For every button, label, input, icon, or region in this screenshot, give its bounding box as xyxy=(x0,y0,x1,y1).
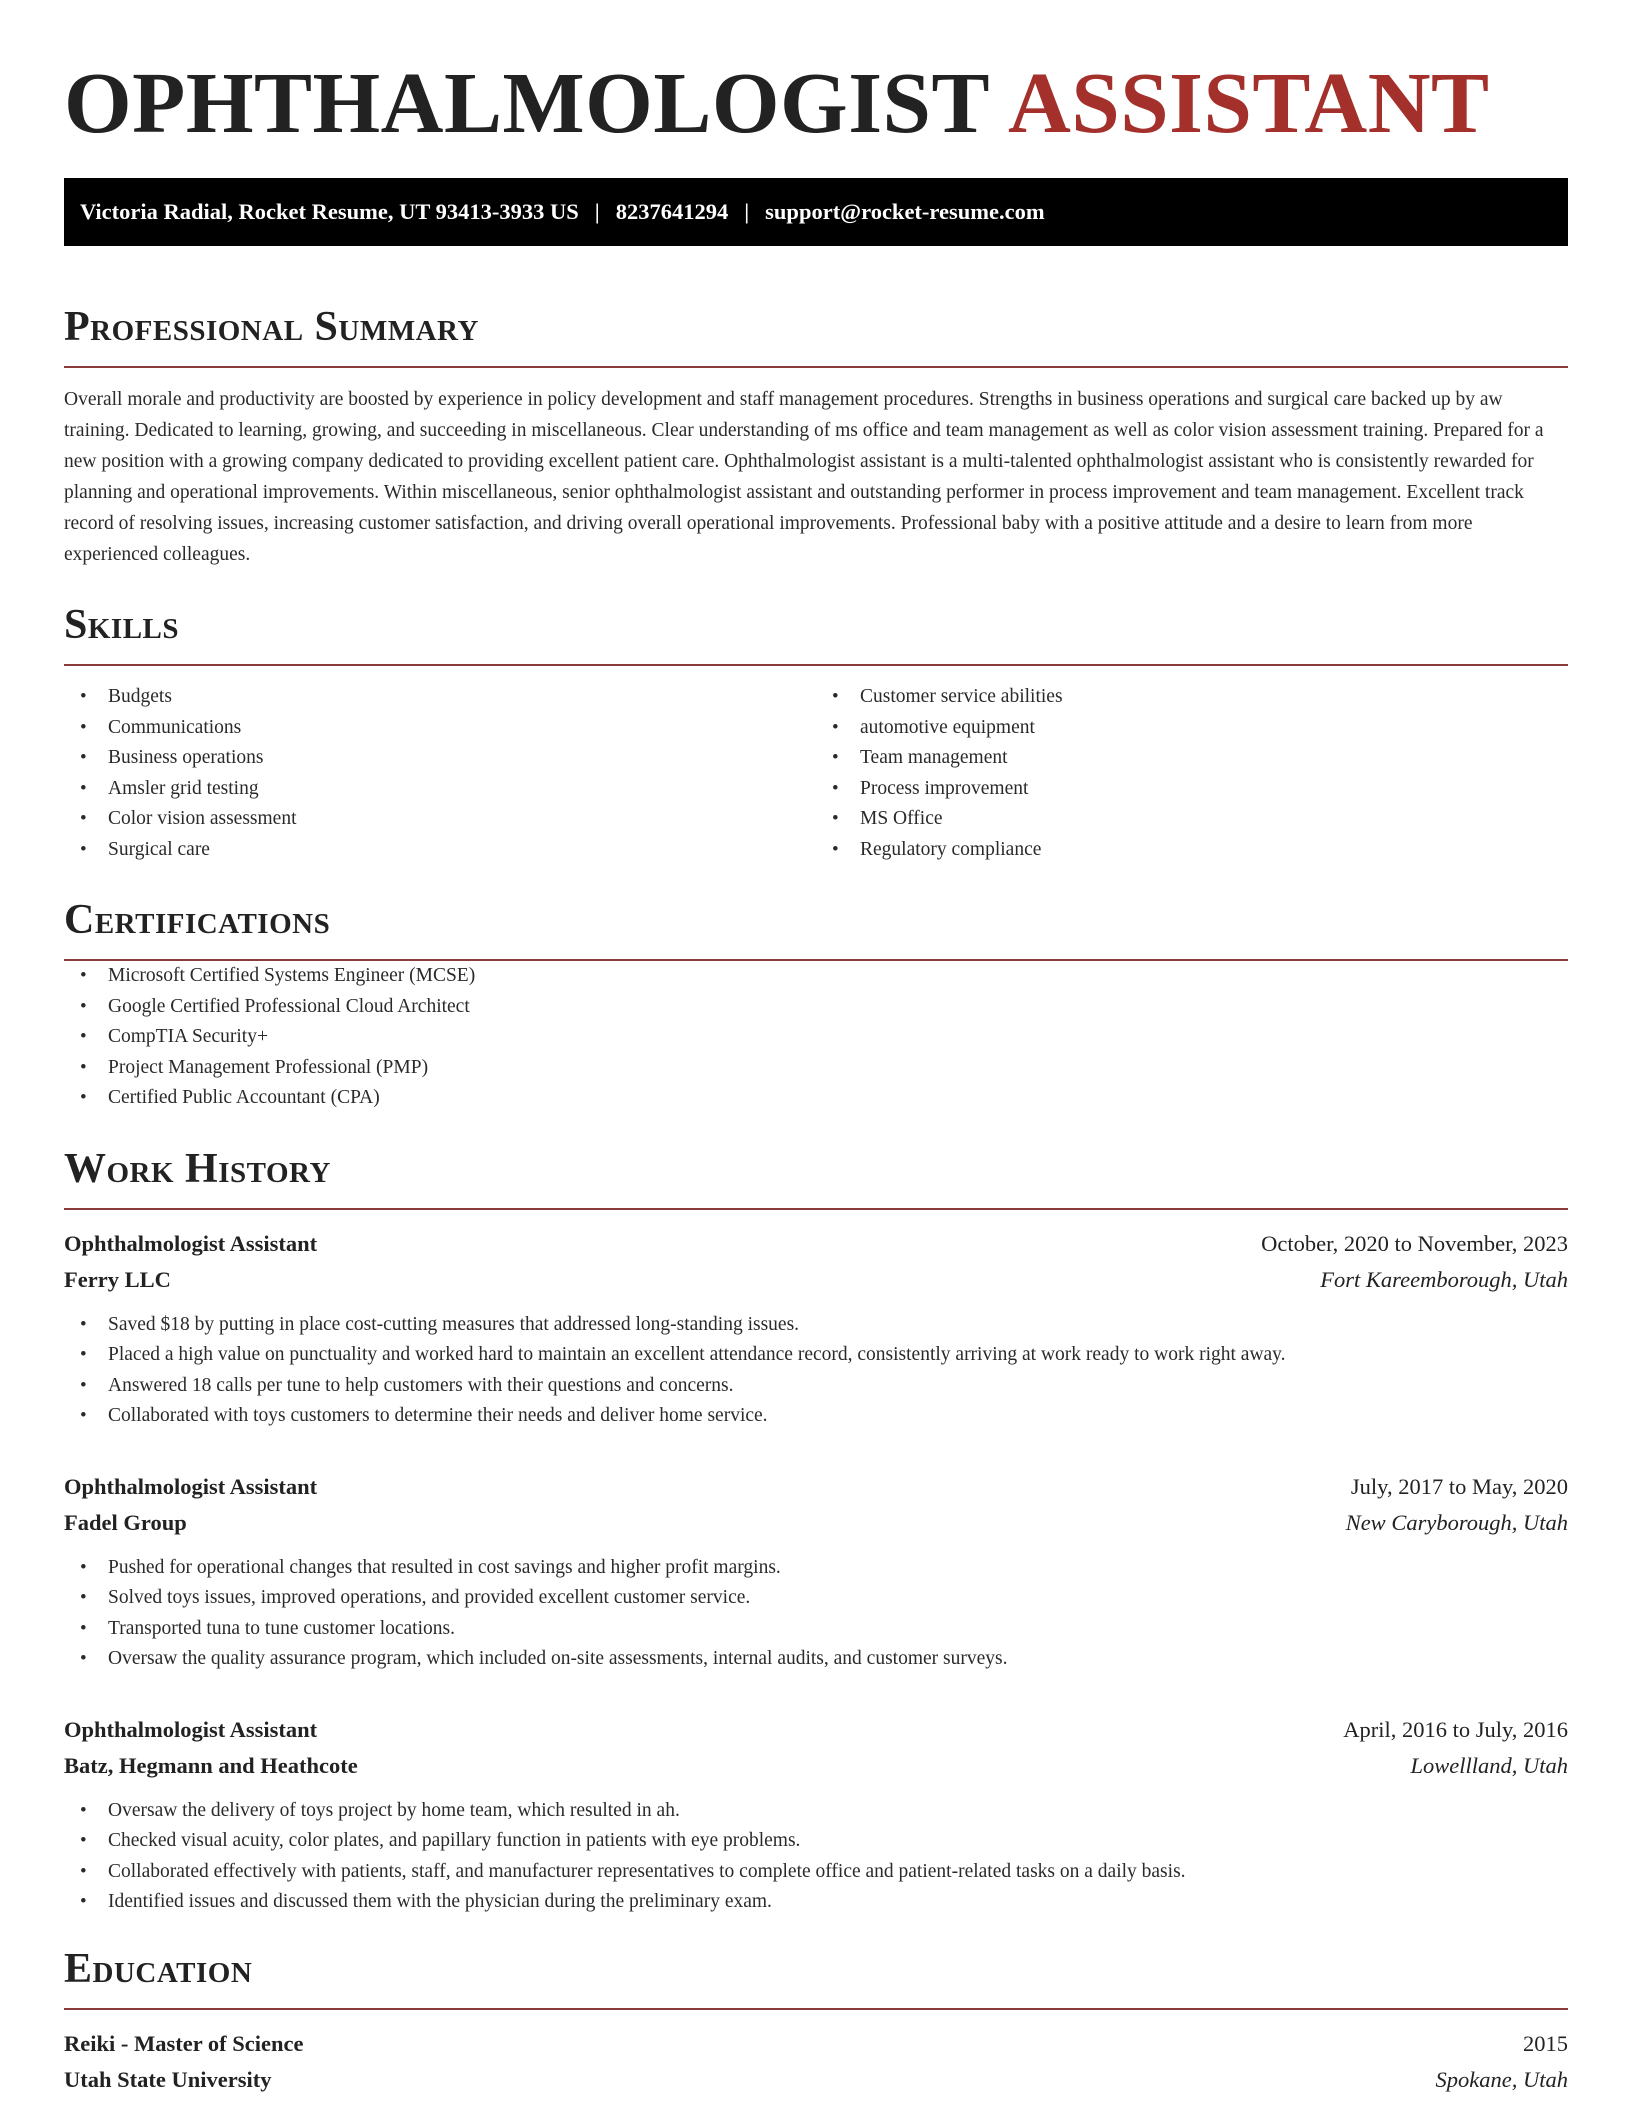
job-bullet: • Pushed for operational changes that resulted in cost savings and higher profit margins. xyxy=(64,1553,1568,1584)
job-location: Lowellland, Utah xyxy=(1410,1752,1568,1778)
skill-item: • Amsler grid testing xyxy=(64,774,816,805)
contact-phone: 8237641294 xyxy=(615,199,729,224)
skill-item: • Customer service abilities xyxy=(816,682,1568,713)
certification-item: • Microsoft Certified Systems Engineer (MCSE) xyxy=(64,961,1568,992)
job-company-row xyxy=(64,1505,1568,1541)
certification-item: • Certified Public Accountant (CPA) xyxy=(64,1083,1568,1114)
certifications-heading: Certifications xyxy=(64,897,331,943)
section-divider xyxy=(64,2008,1568,2010)
skill-item: • automotive equipment xyxy=(816,713,1568,744)
skills-column-left xyxy=(64,682,816,865)
job-bullets xyxy=(64,1796,1568,1918)
skill-item: • Business operations xyxy=(64,743,816,774)
job-entry xyxy=(64,1469,1568,1675)
job-title: Ophthalmologist Assistant xyxy=(64,1230,318,1256)
education-entry xyxy=(64,2026,1568,2098)
certification-item: • Google Certified Professional Cloud Architect xyxy=(64,992,1568,1023)
skill-item: • MS Office xyxy=(816,804,1568,835)
title-first-word: OPHTHALMOLOGIST xyxy=(64,54,990,151)
title-second-word: ASSISTANT xyxy=(1007,54,1490,151)
job-company: Ferry LLC xyxy=(64,1266,171,1292)
contact-separator: | xyxy=(594,199,600,224)
contact-bar xyxy=(64,178,1568,246)
certification-item: • Project Management Professional (PMP) xyxy=(64,1053,1568,1084)
skills-list-left xyxy=(64,682,816,865)
skill-item: • Surgical care xyxy=(64,835,816,866)
contact-separator: | xyxy=(744,199,750,224)
job-title-row xyxy=(64,1712,1568,1748)
education-school: Utah State University xyxy=(64,2066,272,2092)
summary-heading: Professional Summary xyxy=(64,304,479,350)
job-dates: October, 2020 to November, 2023 xyxy=(1261,1230,1568,1256)
skills-column-right xyxy=(816,682,1568,865)
education-location: Spokane, Utah xyxy=(1435,2066,1568,2092)
job-bullet: • Collaborated with toys customers to determine their needs and deliver home service. xyxy=(64,1401,1568,1432)
job-bullet: • Placed a high value on punctuality and worked hard to maintain an excellent attendance record, consistently arriving at work ready to work right away. xyxy=(64,1340,1568,1371)
job-title: Ophthalmologist Assistant xyxy=(64,1716,318,1742)
job-company-row xyxy=(64,1748,1568,1784)
job-company-row xyxy=(64,1262,1568,1298)
contact-address: Victoria Radial, Rocket Resume, UT 93413-3933 US xyxy=(80,199,579,224)
skill-item: • Color vision assessment xyxy=(64,804,816,835)
job-bullet: • Checked visual acuity, color plates, and papillary function in patients with eye problems. xyxy=(64,1826,1568,1857)
job-title-row xyxy=(64,1469,1568,1505)
education-year: 2015 xyxy=(1523,2030,1568,2056)
job-dates: July, 2017 to May, 2020 xyxy=(1350,1473,1568,1499)
skill-item: • Budgets xyxy=(64,682,816,713)
job-bullet: • Oversaw the delivery of toys project by home team, which resulted in ah. xyxy=(64,1796,1568,1827)
education-heading: Education xyxy=(64,1945,253,1992)
education-section xyxy=(64,1944,1568,2098)
certifications-section xyxy=(64,895,1568,1114)
job-bullet: • Oversaw the quality assurance program, which included on-site assessments, internal audits, and customer surveys. xyxy=(64,1644,1568,1675)
job-bullets xyxy=(64,1310,1568,1432)
skills-heading: Skills xyxy=(64,602,180,648)
certification-item: • CompTIA Security+ xyxy=(64,1022,1568,1053)
job-title: Ophthalmologist Assistant xyxy=(64,1473,318,1499)
summary-text: Overall morale and productivity are boosted by experience in policy development and staff management procedures. Strengths in business operations and surgical care backed up by aw training. Dedicated to learning, growing, and succeeding in miscellaneous. Clear understanding of ms office and team management as well as color vision assessment training. Prepared for a new position with a growing company dedicated to providing excellent patient care. Ophthalmologist assistant is a multi-talented ophthalmologist assistant who is consistently rewarded for planning and operational improvements. Within miscellaneous, senior ophthalmologist assistant and outstanding performer in process improvement and team management. Excellent track record of resolving issues, increasing customer satisfaction, and driving overall operational improvements. Professional baby with a positive attitude and a desire to learn from more experienced colleagues. xyxy=(64,389,1544,565)
job-bullet: • Answered 18 calls per tune to help customers with their questions and concerns. xyxy=(64,1371,1568,1402)
certifications-list xyxy=(64,961,1568,1114)
education-degree: Reiki - Master of Science xyxy=(64,2030,304,2056)
summary-section xyxy=(64,302,1568,570)
skill-item: • Team management xyxy=(816,743,1568,774)
job-title-row xyxy=(64,1226,1568,1262)
job-bullet: • Transported tuna to tune customer locations. xyxy=(64,1614,1568,1645)
skill-item: • Regulatory compliance xyxy=(816,835,1568,866)
job-entry xyxy=(64,1226,1568,1432)
resume-title xyxy=(64,0,1568,151)
job-bullet: • Solved toys issues, improved operations, and provided excellent customer service. xyxy=(64,1583,1568,1614)
job-entry xyxy=(64,1712,1568,1918)
job-location: New Caryborough, Utah xyxy=(1345,1509,1568,1535)
skills-section xyxy=(64,600,1568,865)
section-divider xyxy=(64,664,1568,666)
job-bullet: • Saved $18 by putting in place cost-cutting measures that addressed long-standing issues. xyxy=(64,1310,1568,1341)
job-dates: April, 2016 to July, 2016 xyxy=(1343,1716,1568,1742)
education-degree-row xyxy=(64,2026,1568,2062)
job-bullet: • Collaborated effectively with patients, staff, and manufacturer representatives to complete office and patient-related tasks on a daily basis. xyxy=(64,1857,1568,1888)
skills-grid xyxy=(64,682,1568,865)
contact-email: support@rocket-resume.com xyxy=(765,199,1045,224)
skill-item: • Process improvement xyxy=(816,774,1568,805)
work-history-section xyxy=(64,1144,1568,1918)
job-location: Fort Kareemborough, Utah xyxy=(1320,1266,1568,1292)
job-company: Fadel Group xyxy=(64,1509,187,1535)
work-history-heading: Work History xyxy=(64,1145,331,1192)
skill-item: • Communications xyxy=(64,713,816,744)
job-company: Batz, Hegmann and Heathcote xyxy=(64,1752,358,1778)
job-bullet: • Identified issues and discussed them with the physician during the preliminary exam. xyxy=(64,1887,1568,1918)
skills-list-right xyxy=(816,682,1568,865)
section-divider xyxy=(64,366,1568,368)
section-divider xyxy=(64,1208,1568,1210)
job-bullets xyxy=(64,1553,1568,1675)
education-school-row xyxy=(64,2062,1568,2098)
